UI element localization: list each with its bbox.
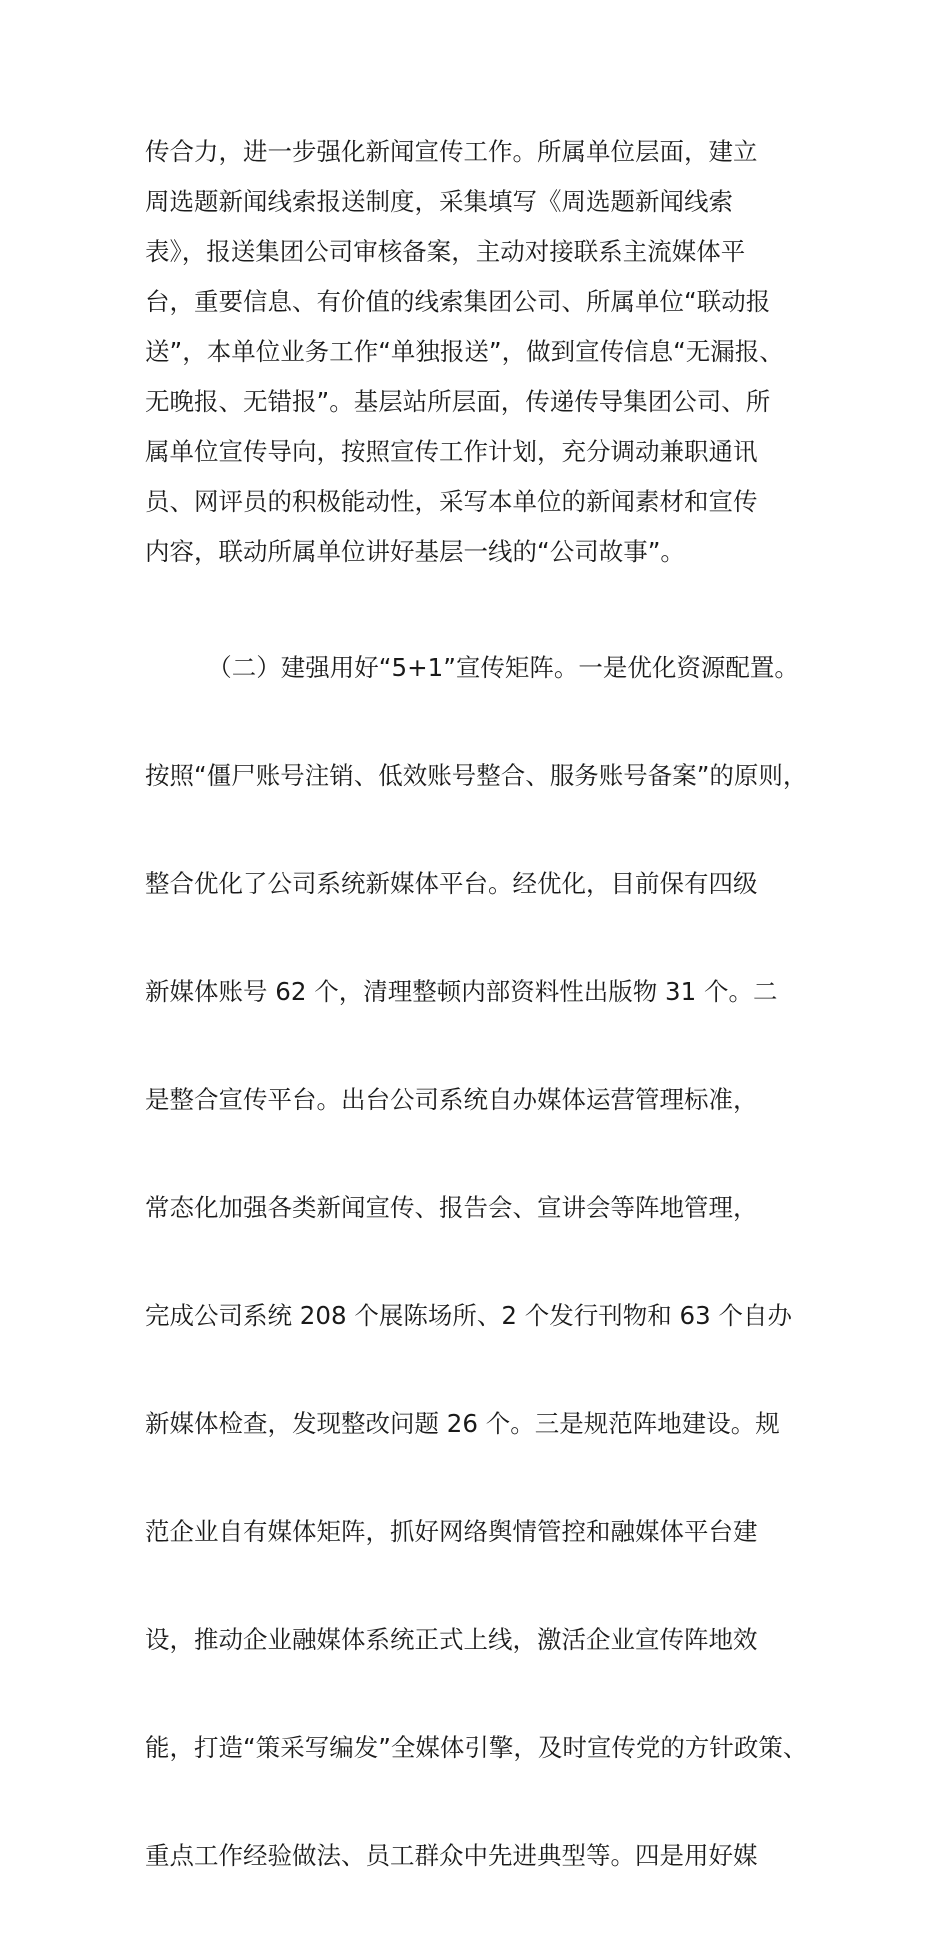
text-line: 是整合宣传平台。出台公司系统自办媒体运营管理标准， — [145, 1085, 758, 1114]
text-line: 送”，本单位业务工作“单独报送”，做到宣传信息“无漏报、 — [145, 337, 784, 366]
text-line: 整合优化了公司系统新媒体平台。经优化，目前保有四级 — [145, 869, 758, 898]
paragraph-1 — [145, 127, 845, 577]
text-line: 范企业自有媒体矩阵，抓好网络舆情管控和融媒体平台建 — [145, 1517, 758, 1546]
text-line: 能，打造“策采写编发”全媒体引擎，及时宣传党的方针政策、 — [145, 1733, 808, 1762]
text-line: 员、网评员的积极能动性，采写本单位的新闻素材和宣传 — [145, 487, 758, 516]
text-line: 属单位宣传导向，按照宣传工作计划，充分调动兼职通讯 — [145, 437, 758, 466]
text-line: 新媒体账号 62 个，清理整顿内部资料性出版物 31 个。二 — [145, 977, 778, 1006]
text-line: 常态化加强各类新闻宣传、报告会、宣讲会等阵地管理， — [145, 1193, 758, 1222]
paragraph-spacer — [145, 577, 845, 585]
document-body — [145, 127, 845, 1939]
text-line: 周选题新闻线索报送制度，采集填写《周选题新闻线索 — [145, 187, 733, 216]
text-line: 内容，联动所属单位讲好基层一线的“公司故事”。 — [145, 537, 685, 566]
text-line: 设，推动企业融媒体系统正式上线，激活企业宣传阵地效 — [145, 1625, 758, 1654]
text-line: 完成公司系统 208 个展陈场所、2 个发行刊物和 63 个自办 — [145, 1301, 792, 1330]
text-line: 台，重要信息、有价值的线索集团公司、所属单位“联动报 — [145, 287, 771, 316]
text-line: 表》，报送集团公司审核备案，主动对接联系主流媒体平 — [145, 237, 746, 266]
text-line: 传合力，进一步强化新闻宣传工作。所属单位层面，建立 — [145, 137, 758, 166]
paragraph-2 — [145, 585, 845, 1939]
text-line: 新媒体检查，发现整改问题 26 个。三是规范阵地建设。规 — [145, 1409, 780, 1438]
text-line: 无晚报、无错报”。基层站所层面，传递传导集团公司、所 — [145, 387, 771, 416]
text-line: 重点工作经验做法、员工群众中先进典型等。四是用好媒 — [145, 1841, 758, 1870]
text-line: 按照“僵尸账号注销、低效账号整合、服务账号备案”的原则， — [145, 761, 808, 790]
text-line: （二）建强用好“5+1”宣传矩阵。一是优化资源配置。 — [145, 653, 799, 682]
